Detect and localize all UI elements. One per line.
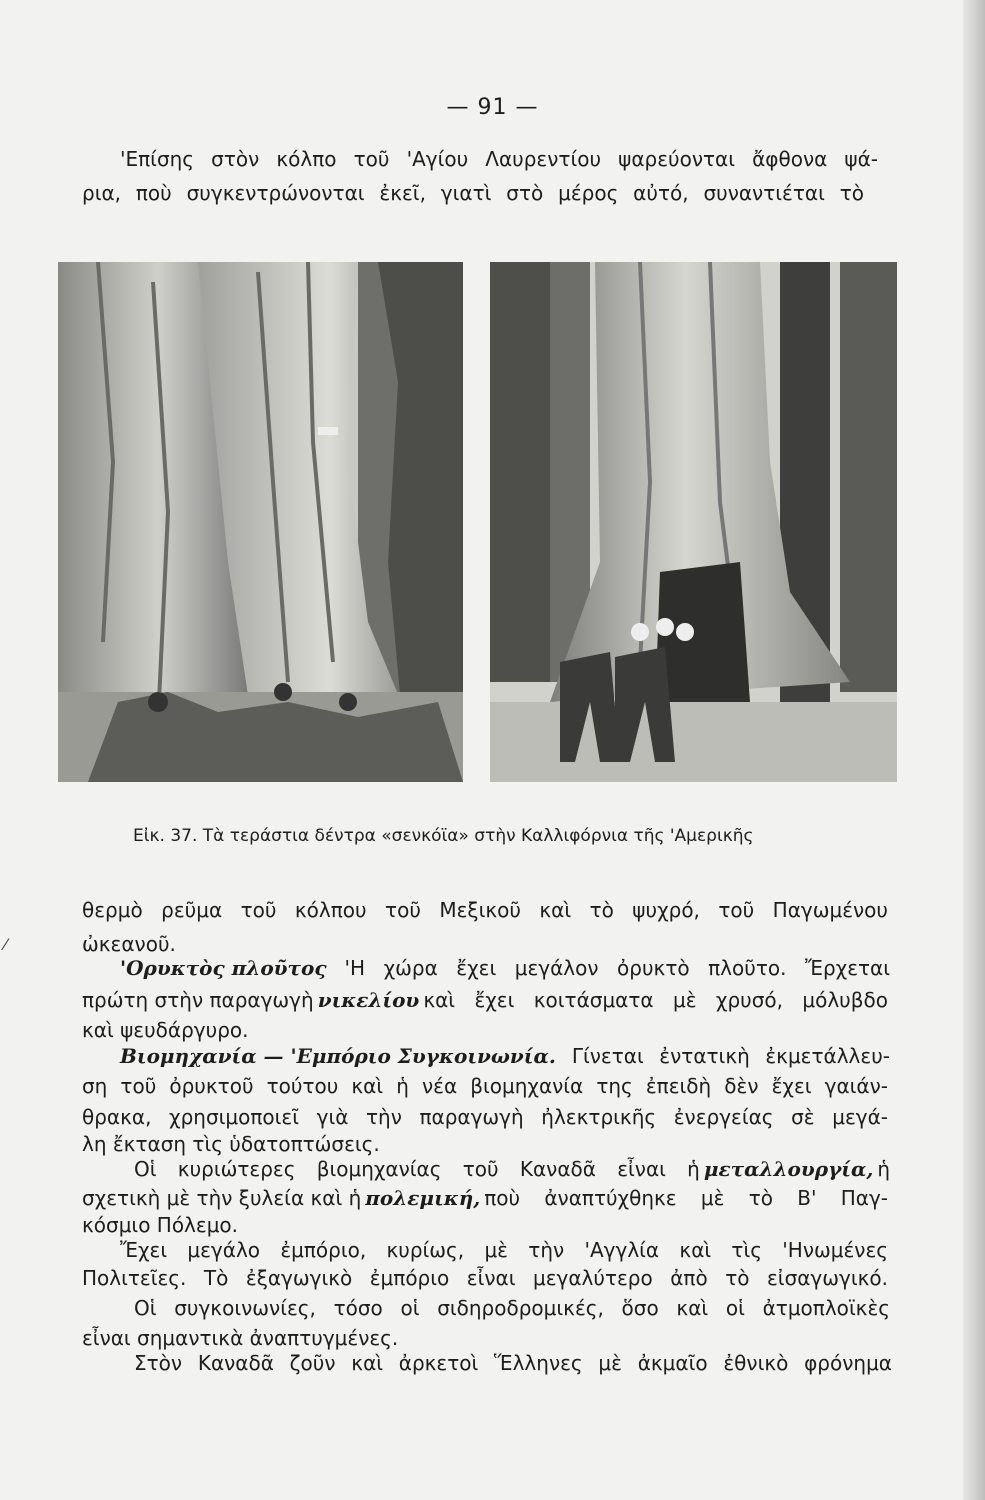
industry-trade-heading: Βιομηχανία — 'Εμπόριο Συγκοινωνία. <box>120 1044 556 1068</box>
figure-caption: Εἰκ. 37. Τὰ τεράστια δέντρα «σενκόϊα» στὴν Καλλιφόρνια τῆς 'Αμερικῆς <box>133 826 754 846</box>
page-edge-shadow <box>963 0 985 1500</box>
body-line-12: κόσμιο Πόλεμο. <box>82 1213 239 1237</box>
body-line-10-start: Οἱ κυριώτερες βιομηχανίας τοῦ Καναδᾶ εἶναι ἡ <box>134 1157 700 1181</box>
body-line-2: ὠκεανοῦ. <box>82 932 176 956</box>
sequoia-photo-right <box>490 262 897 782</box>
body-line-11 <box>82 1185 888 1211</box>
body-line-15: Οἱ συγκοινωνίες, τόσο οἱ σιδηροδρομικές, ὅσο καὶ οἱ ἀτμοπλοϊκὲς <box>134 1296 890 1320</box>
metallurgy-term: μεταλλουργία, <box>703 1157 874 1181</box>
body-line-1: θερμὸ ρεῦμα τοῦ κόλπου τοῦ Μεξικοῦ καὶ τὸ ψυχρό, τοῦ Παγωμένου <box>82 898 888 922</box>
body-line-5: καὶ ψευδάργυρο. <box>82 1018 249 1042</box>
body-line-3 <box>120 955 890 981</box>
body-line-4-end: καὶ ἔχει κοιτάσματα μὲ χρυσό, μόλυβδο <box>423 988 888 1012</box>
mineral-wealth-text: 'Η χώρα ἔχει μεγάλον ὀρυκτὸ πλοῦτο. Ἔρχεται <box>344 956 890 980</box>
nickel-term: νικελίου <box>317 988 420 1012</box>
sequoia-photo-left <box>58 262 463 782</box>
body-line-4-start: πρώτη στὴν παραγωγὴ <box>82 988 314 1012</box>
mineral-wealth-heading: 'Ορυκτὸς πλοῦτος <box>120 956 327 980</box>
body-line-16: εἶναι σημαντικὰ ἀναπτυγμένες. <box>82 1326 399 1350</box>
intro-line-2: ρια, ποὺ συγκεντρώνονται ἐκεῖ, γιατὶ στὸ μέρος αὐτό, συναντιέται τὸ <box>82 181 864 205</box>
body-line-8: θρακα, χρησιμοποιεῖ γιὰ τὴν παραγωγὴ ἠλεκτρικῆς ἐνεργείας σὲ μεγά- <box>82 1105 888 1129</box>
body-line-7: ση τοῦ ὀρυκτοῦ τούτου καὶ ἡ νέα βιομηχανία της ἐπειδὴ δὲν ἔχει γαιάν- <box>82 1074 888 1098</box>
body-line-13: Ἔχει μεγάλο ἐμπόριο, κυρίως, μὲ τὴν 'Αγγλία καὶ τὶς 'Ηνωμένες <box>120 1238 888 1262</box>
intro-line-1: 'Επίσης στὸν κόλπο τοῦ 'Αγίου Λαυρεντίου ψαρεύονται ἄφθονα ψά- <box>120 147 878 171</box>
body-line-9: λη ἔκταση τὶς ὑδατοπτώσεις. <box>82 1132 380 1156</box>
body-line-17: Στὸν Καναδᾶ ζοῦν καὶ ἀρκετοὶ Ἕλληνες μὲ ἀκμαῖο ἐθνικὸ φρόνημα <box>134 1351 892 1375</box>
body-line-14: Πολιτεῖες. Τὸ ἐξαγωγικὸ ἐμπόριο εἶναι μεγαλύτερο ἀπὸ τὸ εἰσαγωγικό. <box>82 1266 888 1290</box>
page-number: — 91 — <box>446 95 539 120</box>
margin-pencil-mark: ⁄ <box>4 935 7 954</box>
body-line-10-end: ἡ <box>877 1157 890 1181</box>
body-line-4 <box>82 987 888 1013</box>
body-line-6 <box>120 1043 890 1069</box>
body-line-11-start: σχετικὴ μὲ τὴν ξυλεία καὶ ἡ <box>82 1186 362 1210</box>
industry-text: Γίνεται ἐντατικὴ ἐκμετάλλευ- <box>571 1044 890 1068</box>
military-term: πολεμική, <box>365 1186 481 1210</box>
body-line-11-end: ποὺ ἀναπτύχθηκε μὲ τὸ Β' Παγ- <box>484 1186 888 1210</box>
body-line-10 <box>134 1156 890 1182</box>
